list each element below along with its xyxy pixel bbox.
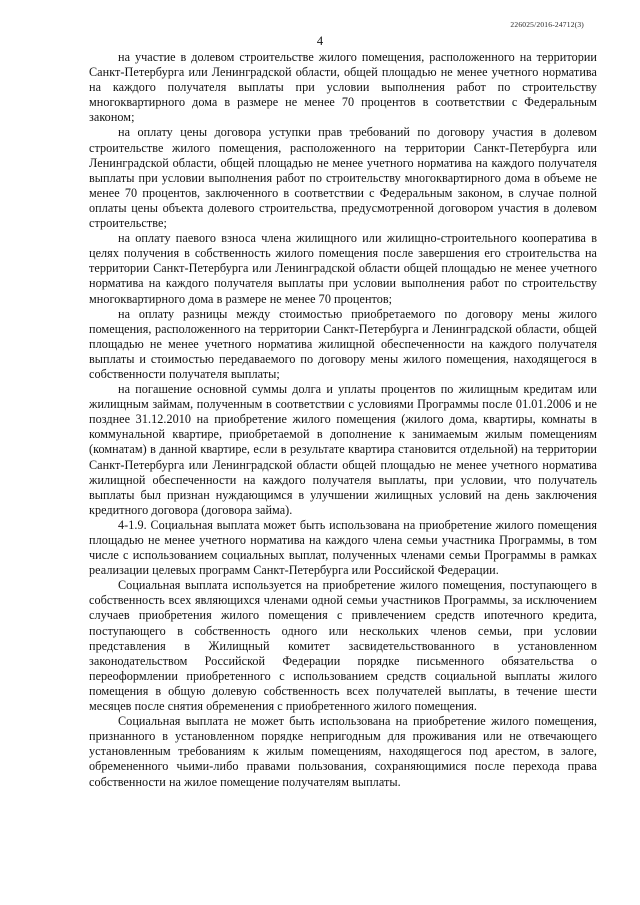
paragraph: 4-1.9. Социальная выплата может быть использована на приобретение жилого помещения площадью не менее учетного норматива на каждого члена семьи участника Программы, в том числе с использованием социальных выплат, полученных членами семьи Программы в рамках реализации целевых программ Санкт-Петербурга или Российской Федерации. (89, 517, 597, 578)
paragraph: на погашение основной суммы долга и уплаты процентов по жилищным кредитам или жилищным займам, полученным в соответствии с условиями Программы после 01.01.2006 и не позднее 31.12.2010 на приобретение жилого помещения (жилого дома, квартиры, комнаты в коммунальной квартире, приобретаемой в дополнение к занимаемым жилым помещениям (комнатам) в данной квартире, если в результате квартира становится отдельной) на территории Санкт-Петербурга или Ленинградской области общей площадью не менее учетного норматива жилищной обеспеченности на каждого получателя выплаты, при условии, что получатель выплаты был признан нуждающимся в улучшении жилищных условий на день заключения кредитного договора (договора займа). (89, 382, 597, 517)
paragraph: на участие в долевом строительстве жилого помещения, расположенного на территории Санкт-Петербурга или Ленинградской области, общей площадью не менее учетного норматива на каждого получателя выплаты при условии выполнения работ по строительству многоквартирного дома в размере не менее 70 процентов в соответствии с Федеральным законом; (89, 50, 597, 125)
paragraph: Социальная выплата используется на приобретение жилого помещения, поступающего в собственность всех являющихся членами одной семьи участников Программы, за исключением случаев приобретения жилого помещения с привлечением средств ипотечного кредита, поступающего в собственность одного или нескольких членов семьи, при условии представления в Жилищный комитет засвидетельствованного в установленном законодательством Российской Федерации порядке письменного обязательства о переоформлении приобретенного с использованием средств социальной выплаты жилого помещения в общую долевую собственность всех получателей выплаты, в течение шести месяцев после снятия обременения с приобретенного жилого помещения. (89, 578, 597, 714)
body-text (89, 50, 597, 790)
document-id: 226025/2016-24712(3) (510, 20, 584, 29)
page-number: 4 (316, 34, 324, 48)
paragraph: на оплату цены договора уступки прав требований по договору участия в долевом строительстве жилого помещения, расположенного на территории Санкт-Петербурга или Ленинградской области, общей площадью не менее учетного норматива на каждого получателя выплаты при условии выполнения работ по строительству многоквартирного дома в объеме не менее 70 процентов, заключенного в соответствии с Федеральным законом, в случае полной оплаты цены объекта долевого строительства, предусмотренной договором участия в долевом строительстве; (89, 125, 597, 231)
paragraph: Социальная выплата не может быть использована на приобретение жилого помещения, признанного в установленном порядке непригодным для проживания или не отвечающего установленным требованиям к жилым помещениям, находящегося под арестом, в залоге, обремененного чьими-либо правами пользования, сохраняющимися после перехода права собственности на жилое помещение получателям выплаты. (89, 714, 597, 789)
paragraph: на оплату разницы между стоимостью приобретаемого по договору мены жилого помещения, расположенного на территории Санкт-Петербурга и Ленинградской области, общей площадью не менее учетного норматива жилищной обеспеченности на каждого получателя выплаты и стоимостью передаваемого по договору мены жилого помещения, находящегося в собственности получателя выплаты; (89, 306, 597, 381)
paragraph: на оплату паевого взноса члена жилищного или жилищно-строительного кооператива в целях получения в собственность жилого помещения после завершения его строительства на территории Санкт-Петербурга или Ленинградской области общей площадью не менее учетного норматива на каждого получателя выплаты при условии выполнения работ по строительству многоквартирного дома в размере не менее 70 процентов; (89, 231, 597, 306)
